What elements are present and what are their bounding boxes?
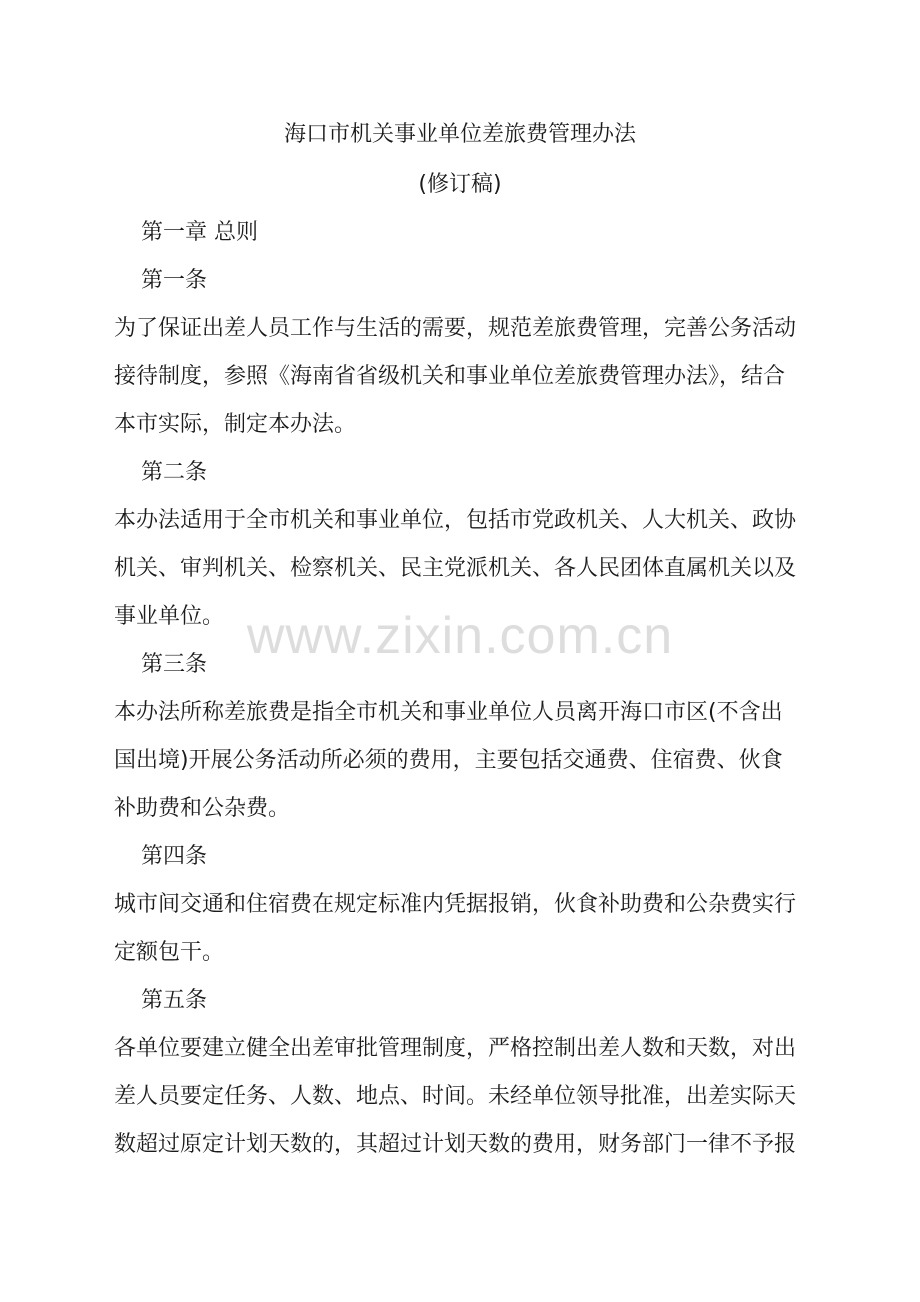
article-2-line: 本办法适用于全市机关和事业单位，包括市党政机关、人大机关、政协 [114,508,797,533]
article-2-heading: 第二条 [141,460,208,485]
article-3-heading: 第三条 [141,652,208,677]
document-subtitle: (修订稿) [418,172,502,197]
article-3-line: 国出境)开展公务活动所必须的费用，主要包括交通费、住宿费、伙食 [114,748,783,773]
chapter-heading: 第一章 总则 [141,220,258,245]
article-5-line: 各单位要建立健全出差审批管理制度，严格控制出差人数和天数，对出 [114,1036,797,1061]
article-1-line: 接待制度，参照《海南省省级机关和事业单位差旅费管理办法》，结合 [114,364,786,389]
watermark: www.zixin.com.cn [246,607,674,665]
article-3-line: 补助费和公杂费。 [114,796,291,821]
article-1-heading: 第一条 [141,268,208,293]
article-5-line: 差人员要定任务、人数、地点、时间。未经单位领导批准，出差实际天 [114,1084,797,1109]
article-1-line: 本市实际，制定本办法。 [114,412,357,437]
article-3-line: 本办法所称差旅费是指全市机关和事业单位人员离开海口市区(不含出 [114,700,783,725]
article-4-line: 城市间交通和住宿费在规定标准内凭据报销，伙食补助费和公杂费实行 [114,892,797,917]
article-1-line: 为了保证出差人员工作与生活的需要，规范差旅费管理，完善公务活动 [114,316,797,341]
article-4-line: 定额包干。 [114,940,225,965]
article-5-heading: 第五条 [141,988,208,1013]
document-title: 海口市机关事业单位差旅费管理办法 [283,122,636,147]
article-2-line: 机关、审判机关、检察机关、民主党派机关、各人民团体直属机关以及 [114,556,797,581]
article-5-line: 数超过原定计划天数的，其超过计划天数的费用，财务部门一律不予报 [114,1132,797,1157]
article-2-line: 事业单位。 [114,604,225,629]
article-4-heading: 第四条 [141,844,208,869]
